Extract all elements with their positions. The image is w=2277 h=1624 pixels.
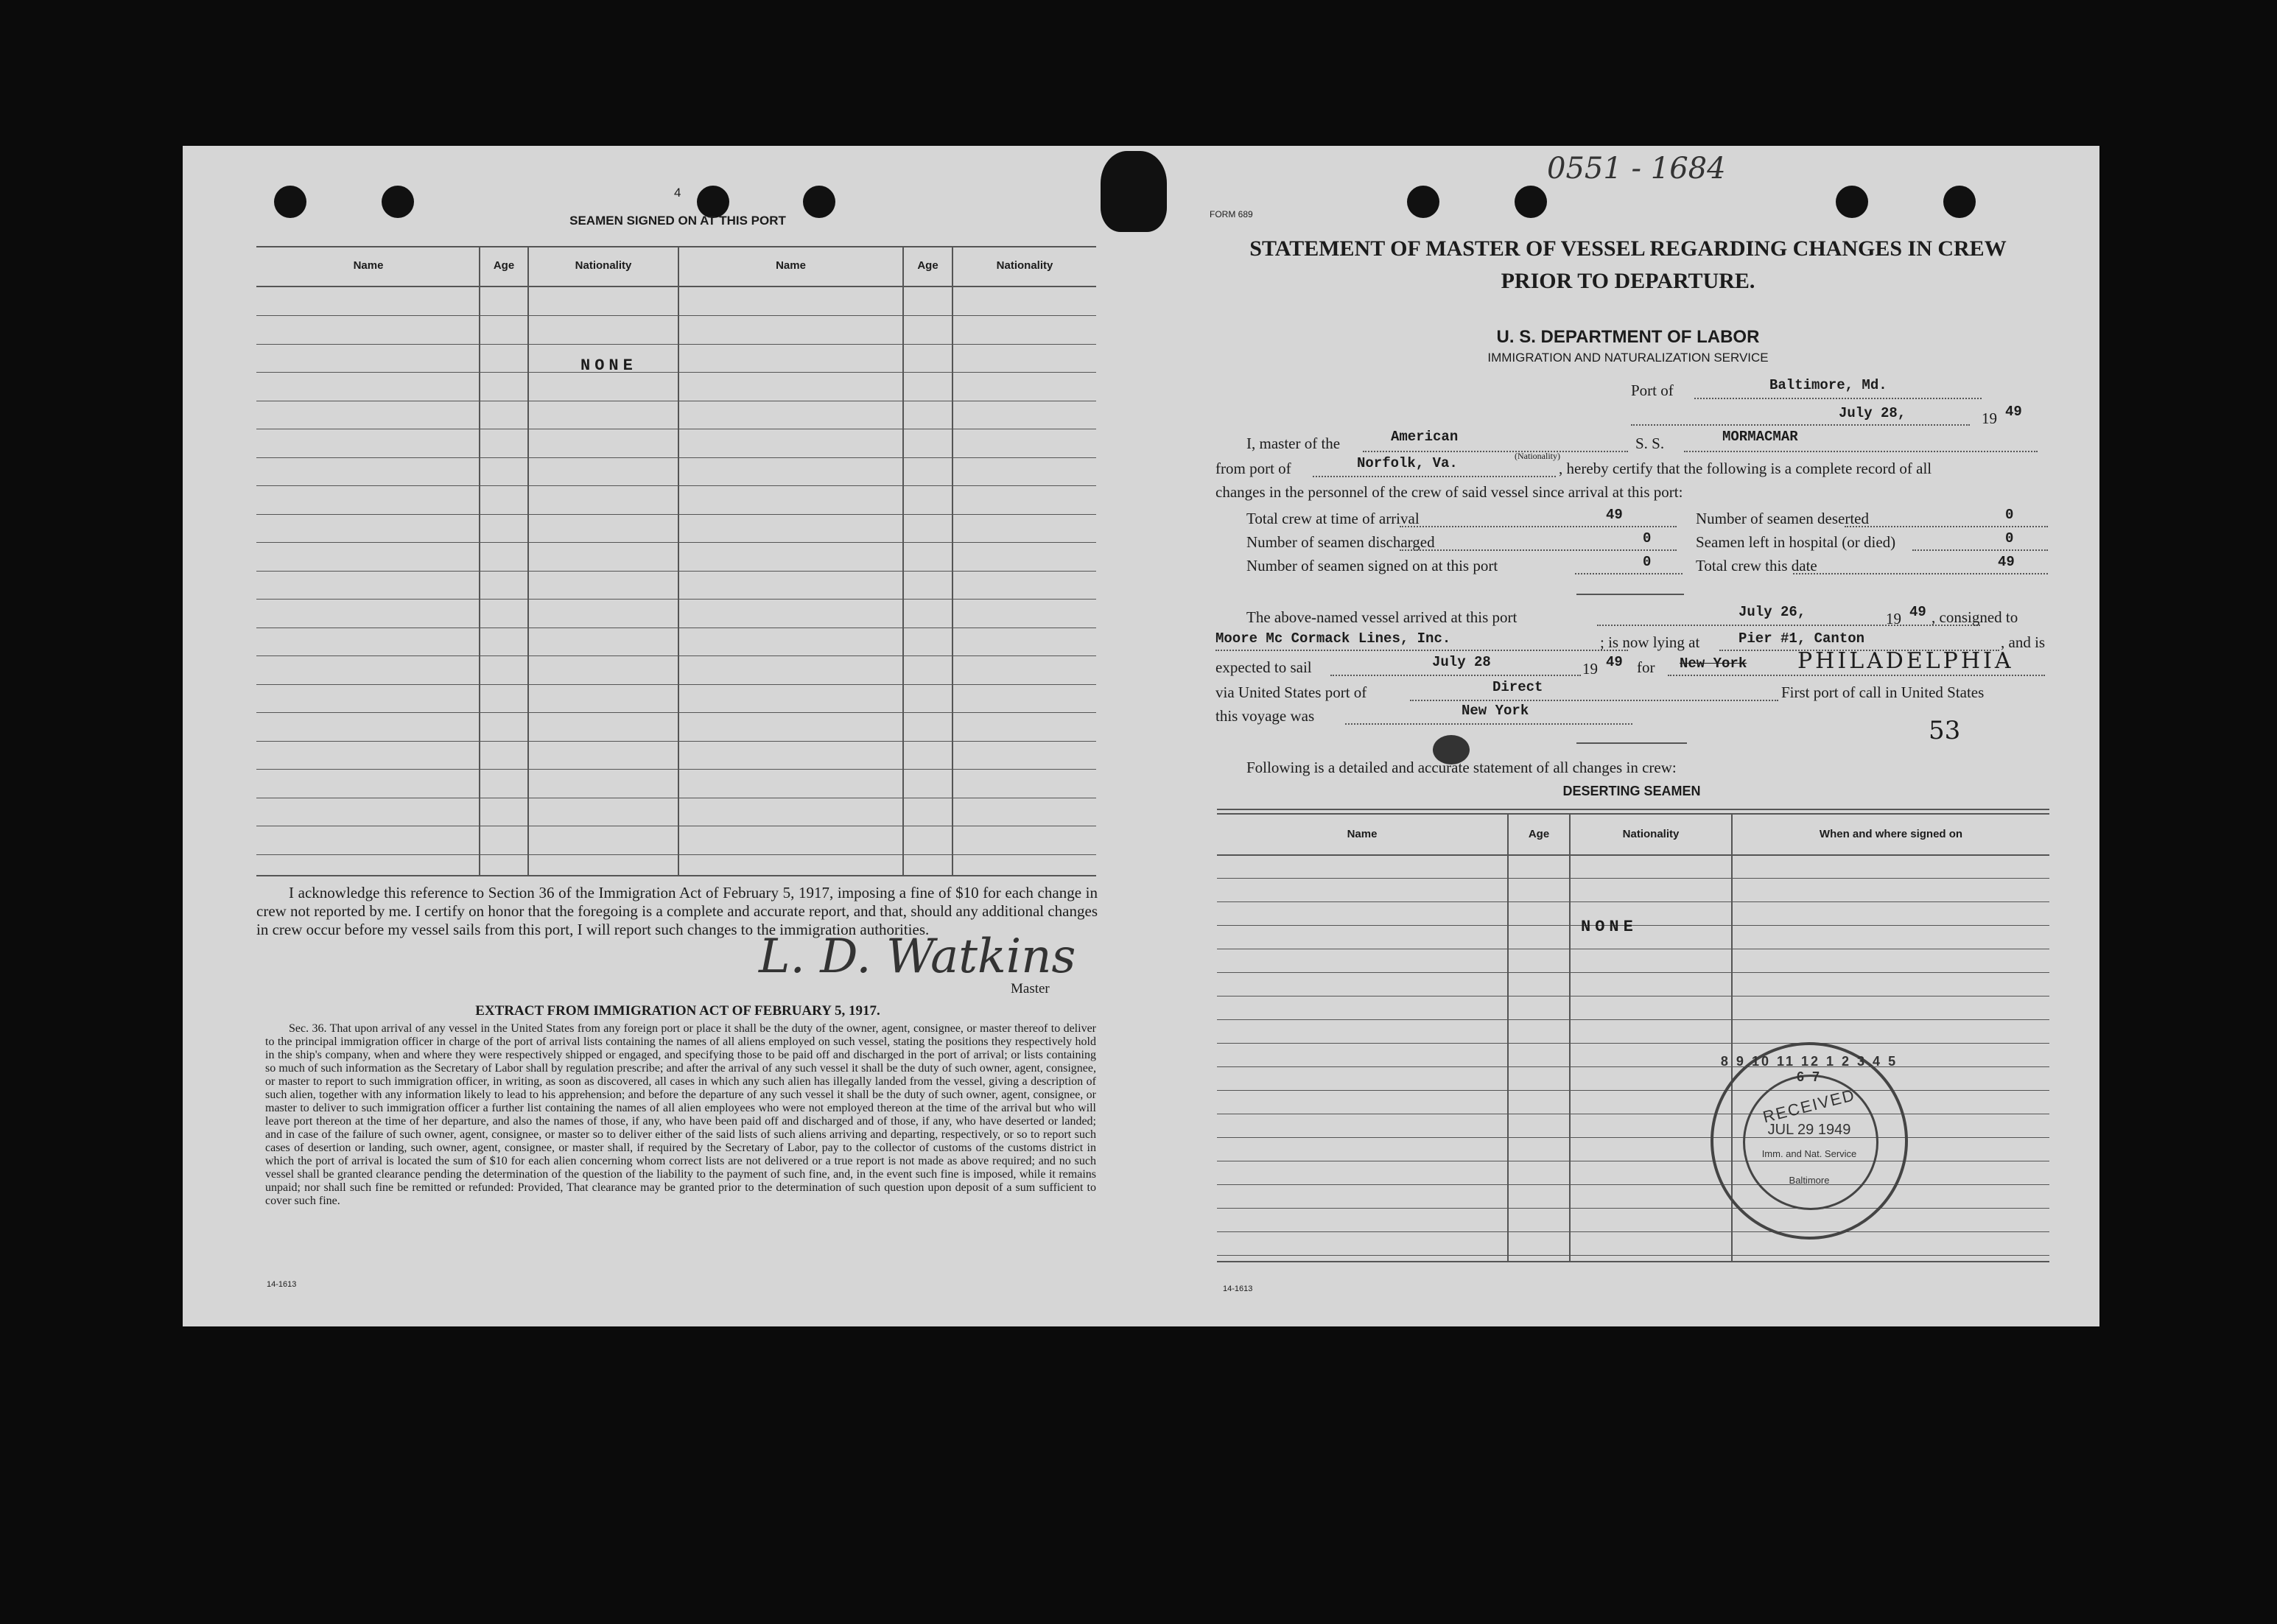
consigned-label: , consigned to [1932, 608, 2018, 626]
nationality-caption: (Nationality) [1515, 451, 1560, 461]
table-row-rule [1217, 1255, 2049, 1256]
port-value: Baltimore, Md. [1769, 377, 1887, 393]
stat-label: Number of seamen signed on at this port [1246, 557, 1498, 574]
table-row-rule [256, 514, 1096, 515]
stat-value: 0 [1643, 554, 1652, 570]
stat-value: 0 [2005, 530, 2014, 546]
table-row-rule [256, 684, 1096, 685]
punch-hole [274, 186, 306, 218]
punch-hole [1836, 186, 1868, 218]
punch-hole [1943, 186, 1976, 218]
archive-ref: 0551 - 1684 [1547, 152, 1726, 186]
stamp-date: JUL 29 1949 [1767, 1122, 1851, 1138]
title-line-1: STATEMENT OF MASTER OF VESSEL REGARDING CHANGES IN CREW [1249, 236, 2007, 261]
none-entry: NONE [580, 356, 637, 375]
col-header-age: Age [493, 259, 515, 272]
stat-fill-line [1793, 573, 2048, 574]
col-header-nationality: Nationality [575, 259, 632, 272]
stat-value: 0 [2005, 507, 2014, 523]
nationality-value: American [1391, 429, 1459, 445]
sail-year: 49 [1606, 654, 1623, 670]
sail-label: expected to sail [1215, 658, 1312, 676]
table-row-rule [256, 599, 1096, 600]
stat-label: Total crew at time of arrival [1246, 510, 1420, 527]
table-row-rule [1217, 1184, 2049, 1185]
via-label: via United States port of [1215, 683, 1367, 701]
department-name: U. S. DEPARTMENT OF LABOR [1496, 327, 1760, 347]
table-row-rule [256, 344, 1096, 345]
sail-year-prefix: 19 [1582, 660, 1598, 678]
col-header-when-where: When and where signed on [1819, 828, 1963, 840]
stamp-service: Imm. and Nat. Service [1761, 1148, 1857, 1159]
stat-fill-line [1845, 526, 2048, 527]
arrived-year: 49 [1909, 604, 1926, 620]
table-row-rule [1217, 972, 2049, 973]
consignee: Moore Mc Cormack Lines, Inc. [1215, 630, 1451, 647]
table-row-rule [1217, 1208, 2049, 1209]
stat-fill-line [1912, 549, 2048, 551]
table-row-rule [256, 712, 1096, 713]
from-port-value: Norfolk, Va. [1357, 455, 1458, 471]
col-header-age: Age [1528, 828, 1550, 840]
signature-caption: Master [1011, 981, 1050, 996]
col-header-name: Name [776, 259, 806, 272]
table-row-rule [256, 769, 1096, 770]
date-value: July 28, [1839, 405, 1906, 421]
port-label: Port of [1631, 382, 1674, 399]
stat-value: 49 [1606, 507, 1623, 523]
table-row-rule [1217, 901, 2049, 902]
for-label: for [1637, 658, 1655, 676]
for-value: PHILADELPHIA [1797, 648, 2014, 674]
for-struck: New York [1680, 655, 1747, 672]
torn-mark [1101, 151, 1167, 232]
punch-hole [1515, 186, 1547, 218]
arrived-label: The above-named vessel arrived at this port [1246, 608, 1518, 626]
stat-fill-line [1575, 573, 1683, 574]
table-row-rule [1217, 1090, 2049, 1091]
punch-hole [382, 186, 414, 218]
table-row-rule [256, 854, 1096, 855]
stat-fill-line [1400, 526, 1677, 527]
stat-label: Number of seamen deserted [1696, 510, 1869, 527]
stamp-hours: 8 9 10 11 12 1 2 3 4 5 6 7 [1720, 1054, 1898, 1084]
vessel-name: MORMACMAR [1722, 429, 1798, 445]
table-row-rule [256, 741, 1096, 742]
lying-value: Pier #1, Canton [1739, 630, 1865, 647]
arrived-year-prefix: 19 [1886, 610, 1901, 628]
table-row-rule [256, 372, 1096, 373]
sail-value: July 28 [1432, 654, 1491, 670]
master-signature: L. D. Watkins [759, 929, 1076, 984]
table-row-rule [256, 457, 1096, 458]
table-row-rule [1217, 1137, 2049, 1138]
voyage-value: New York [1462, 703, 1529, 719]
date-year: 49 [2005, 404, 2022, 420]
table-row-rule [1217, 1066, 2049, 1067]
form-code: 14-1613 [267, 1280, 297, 1289]
and-is: , and is [2001, 633, 2046, 651]
lying-label: ; is now lying at [1600, 633, 1700, 651]
deserting-title: DESERTING SEAMEN [1562, 784, 1701, 798]
service-name: IMMIGRATION AND NATURALIZATION SERVICE [1487, 351, 1769, 365]
form-number: FORM 689 [1210, 209, 1253, 219]
ss-label: S. S. [1635, 435, 1665, 452]
from-port-label: from port of [1215, 460, 1291, 477]
received-stamp [1711, 1042, 1908, 1240]
punch-hole [1407, 186, 1439, 218]
stat-label: Total crew this date [1696, 557, 1817, 574]
stat-value: 49 [1998, 554, 2015, 570]
following-text: Following is a detailed and accurate statement of all changes in crew: [1246, 759, 1677, 776]
year-prefix: 19 [1982, 409, 1997, 427]
title-line-2: PRIOR TO DEPARTURE. [1501, 269, 1755, 293]
table-row-rule [256, 655, 1096, 656]
page-number: 4 [674, 186, 681, 200]
col-header-name: Name [1347, 828, 1378, 840]
stat-value: 0 [1643, 530, 1652, 546]
extract-title: EXTRACT FROM IMMIGRATION ACT OF FEBRUARY 5, 1917. [475, 1003, 880, 1019]
col-header-nationality: Nationality [1622, 828, 1680, 840]
table-row-rule [1217, 1019, 2049, 1020]
col-header-name: Name [353, 259, 384, 272]
margin-number: 53 [1929, 716, 1961, 745]
table-row-rule [256, 315, 1096, 316]
table-row-rule [256, 542, 1096, 543]
acknowledgement-text: I acknowledge this reference to Section 36 of the Immigration Act of February 5, 1917, imposing a fine of $10 for each change in crew not reported by me. I certify on honor that the foregoing is a complete and accurate report, and that, should any additional changes in crew occur before my vessel sails from this port, I will report such changes to the immigration authorities. [256, 884, 1098, 938]
stat-fill-line [1400, 549, 1677, 551]
certify-text-2: changes in the personnel of the crew of said vessel since arrival at this port: [1215, 483, 1683, 501]
stat-label: Number of seamen discharged [1246, 533, 1435, 551]
table-row-rule [256, 571, 1096, 572]
col-header-nationality: Nationality [996, 259, 1053, 272]
form-code: 14-1613 [1223, 1284, 1253, 1293]
form-title [1215, 233, 2041, 298]
extract-text: Sec. 36. That upon arrival of any vessel in the United States from any foreign port or place it shall be the duty of the owner, agent, consignee, or master thereof to deliver to the principal immigration officer in charge of the port of arrival lists containing the names of all aliens employed on such vessel, stating the positions they respectively hold in the ship's company, when and where they were respectively shipped or engaged, and specifying those to be paid off and discharged in the port of arrival; or lists containing so much of such information as the Secretary of Labor shall by regulation prescribe; and after the arrival of any such vessel it shall be the duty of such owner, agent, consignee, or master to report to such immigration officer, in writing, as soon as discovered, all cases in which any such alien has illegally landed from the vessel, giving a description of such alien, together with any information likely to lead to his apprehension; and before the departure of any such vessel it shall be the duty of such owner, agent, consignee, or master to deliver to such immigration officer a further list containing the names of all alien employees who were not employed thereon at the time of the arrival but who will leave port thereon at the time of her departure, and also the names of those, if any, who have been paid off and discharged and of those, if any, who have deserted or landed; and in case of the failure of such owner, agent, consignee, or master so to deliver either of the said lists of such aliens arriving and departing, respectively, or so to report such cases of desertion or landing, such owner, agent, consignee, or master shall, if required by the Secretary of Labor, pay to the collector of customs of the customs district in which the port of arrival is located the sum of $10 for each alien concerning whom correct lists are not delivered or a true report is not made as above required; and no such vessel shall be granted clearance pending the determination of the question of the liability to the payment of such fine, and, in the event such fine is imposed, while it remains unpaid; nor shall such fine be remitted or refunded: Provided, That clearance may be granted prior to the determination of such question upon deposit of a sum sufficient to cover such fine. [265, 1022, 1096, 1207]
stamp-office: Baltimore [1789, 1175, 1830, 1186]
stat-label: Seamen left in hospital (or died) [1696, 533, 1896, 551]
master-text: I, master of the [1246, 435, 1341, 452]
col-header-age: Age [917, 259, 938, 272]
seamen-signed-title: SEAMEN SIGNED ON AT THIS PORT [569, 214, 786, 228]
stamp-received: RECEIVED [1761, 1085, 1858, 1127]
arrived-value: July 26, [1739, 604, 1806, 620]
table-row-rule [1217, 1043, 2049, 1044]
table-row-rule [1217, 878, 2049, 879]
table-row-rule [1217, 1231, 2049, 1232]
none-entry: NONE [1581, 918, 1638, 936]
voyage-label: this voyage was [1215, 707, 1315, 725]
via-value: Direct [1492, 679, 1543, 695]
first-port-label: First port of call in United States [1781, 683, 1985, 701]
table-row-rule [256, 485, 1096, 486]
certify-text: , hereby certify that the following is a complete record of all [1559, 460, 1932, 477]
